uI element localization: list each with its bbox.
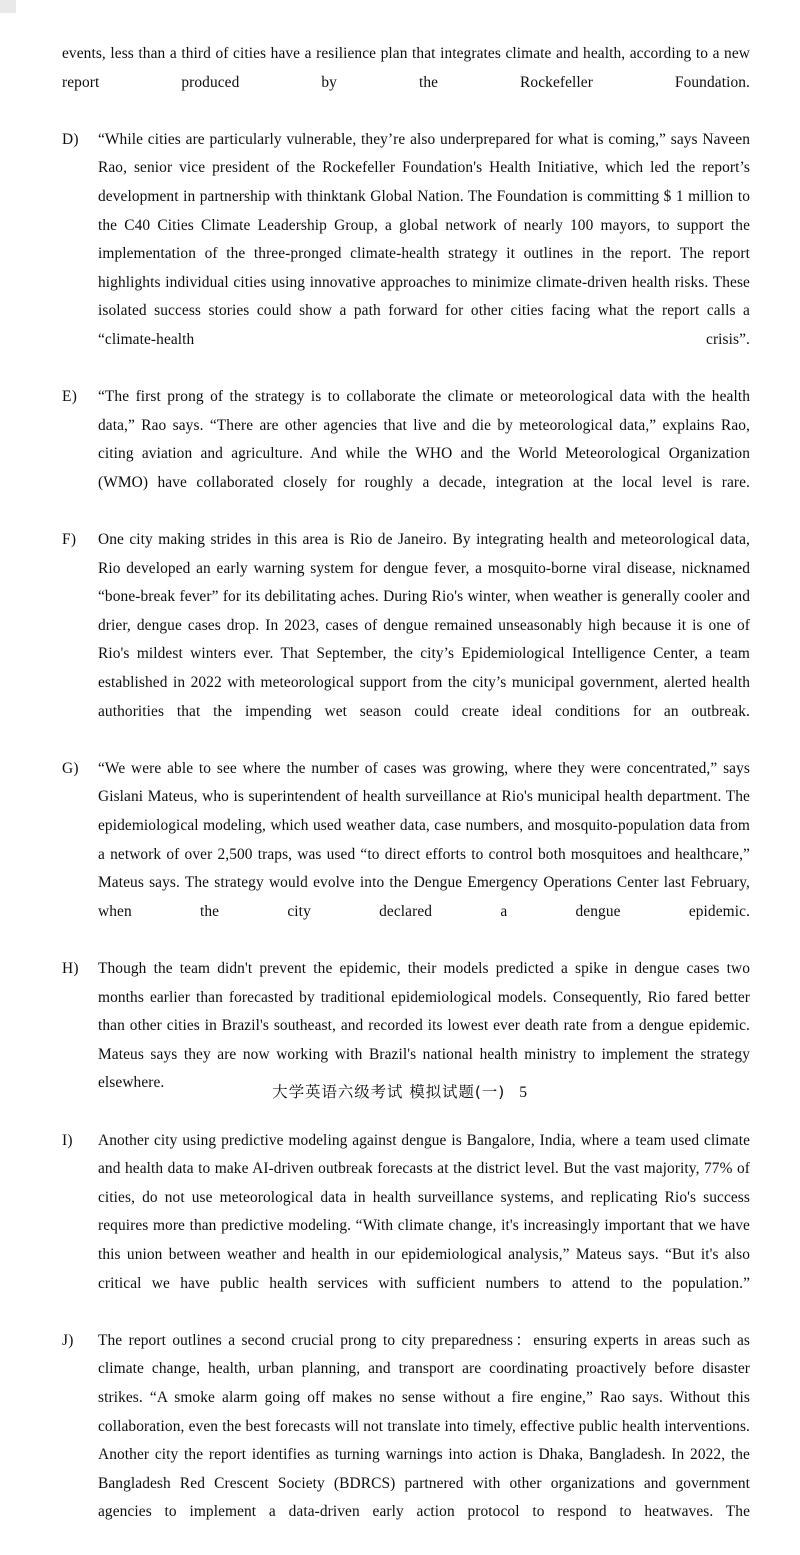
- paragraph-g: [62, 755, 750, 955]
- paragraph-text-i: Another city using predictive modeling against dengue is Bangalore, India, where a team used climate and health data to make AI-driven outbreak forecasts at the district level. But the vast majority, 77% of cities, do not use meteorological data in health surveillance systems, and replicating Rio's success requires more than predictive modeling. “With climate change, it's increasingly important that we have this union between weather and health in our epidemiological analysis,” Mateus says. “But it's also critical we have public health services with sufficient numbers to attend to the population.”: [98, 1131, 750, 1292]
- paragraph-text-g: “We were able to see where the number of cases was growing, where they were concentrated,” says Gislani Mateus, who is superintendent of health surveillance at Rio's municipal health department. The epidemiological modeling, which used weather data, case numbers, and mosquito-population data from a network of over 2,500 traps, was used “to direct efforts to control both mosquitoes and healthcare,” Mateus says. The strategy would evolve into the Dengue Emergency Operations Center last February, when the city declared a dengue epidemic.: [98, 759, 750, 920]
- paragraph-marker-f: F): [62, 531, 77, 549]
- paragraph-marker-g: G): [62, 759, 79, 777]
- paragraph-text-f: One city making strides in this area is Rio de Janeiro. By integrating health and meteorological data, Rio developed an early warning system for dengue fever, a mosquito-borne viral disease, nicknamed “bone-break fever” for its debilitating aches. During Rio's winter, when weather is generally cooler and drier, dengue cases drop. In 2023, cases of dengue remained unseasonably high because it is one of Rio's mildest winters ever. That September, the city’s Epidemiological Intelligence Center, a team established in 2022 with meteorological support from the city’s municipal government, alerted health authorities that the impending wet season could create ideal conditions for an outbreak.: [98, 531, 750, 720]
- paragraph-i: [62, 1127, 750, 1327]
- footer-title: 大学英语六级考试 模拟试题(一): [272, 1083, 506, 1101]
- paragraph-j: [62, 1327, 750, 1555]
- paragraph-marker-d: D): [62, 130, 79, 148]
- paragraph-text-j: The report outlines a second crucial prong to city preparedness：ensuring experts in areas such as climate change, health, urban planning, and transport are coordinating proactively before disaster strikes. “A smoke alarm going off makes no sense without a fire engine,” Rao says. Without this collaboration, even the best forecasts will not translate into timely, effective public health interventions. Another city the report identifies as turning warnings into action is Dhaka, Bangladesh. In 2022, the Bangladesh Red Crescent Society (BDRCS) partnered with other organizations and government agencies to implement a data-driven early action protocol to respond to heatwaves. The: [98, 1331, 750, 1521]
- paragraph-marker-h: H): [62, 960, 79, 977]
- paragraph-f: [62, 526, 750, 755]
- passage-body: [62, 40, 750, 1555]
- paragraph-continuation: events, less than a third of cities have a resilience plan that integrates climate and health, according to a new report produced by the Rockefeller Foundation.: [62, 45, 750, 91]
- paragraph-marker-j: J): [62, 1331, 74, 1349]
- page-footer: [0, 1080, 800, 1102]
- paragraph-marker-i: I): [62, 1131, 73, 1149]
- scan-artifact: [0, 0, 16, 13]
- paragraph-text-h: Though the team didn't prevent the epidemic, their models predicted a spike in dengue cases two months earlier than forecasted by traditional epidemiological models. Consequently, Rio fared better than other cities in Brazil's southeast, and recorded its lowest ever death rate from a dengue epidemic. Mateus says they are now working with Brazil's national health ministry to implement the strategy elsewhere.: [98, 960, 750, 1092]
- footer-page-number: 5: [519, 1084, 528, 1101]
- paragraph-text-e: “The first prong of the strategy is to collaborate the climate or meteorological data with the health data,” Rao says. “There are other agencies that live and die by meteorological data,” explains Rao, citing aviation and agriculture. And while the WHO and the World Meteorological Organization (WMO) have collaborated closely for roughly a decade, integration at the local level is rare.: [98, 388, 750, 491]
- paragraph-text-d: “While cities are particularly vulnerable, they’re also underprepared for what is coming,” says Naveen Rao, senior vice president of the Rockefeller Foundation's Health Initiative, which led the report’s development in partnership with thinktank Global Nation. The Foundation is committing $ 1 million to the C40 Cities Climate Leadership Group, a global network of nearly 100 mayors, to support the implementation of the three-pronged climate-health strategy it outlines in the report. The report highlights individual cities using innovative approaches to minimize climate-driven health risks. These isolated success stories could show a path forward for other cities facing what the report calls a “climate-health crisis”.: [98, 130, 750, 348]
- paragraph-d: [62, 126, 750, 383]
- paragraph-marker-e: E): [62, 388, 78, 406]
- paragraph-e: [62, 383, 750, 526]
